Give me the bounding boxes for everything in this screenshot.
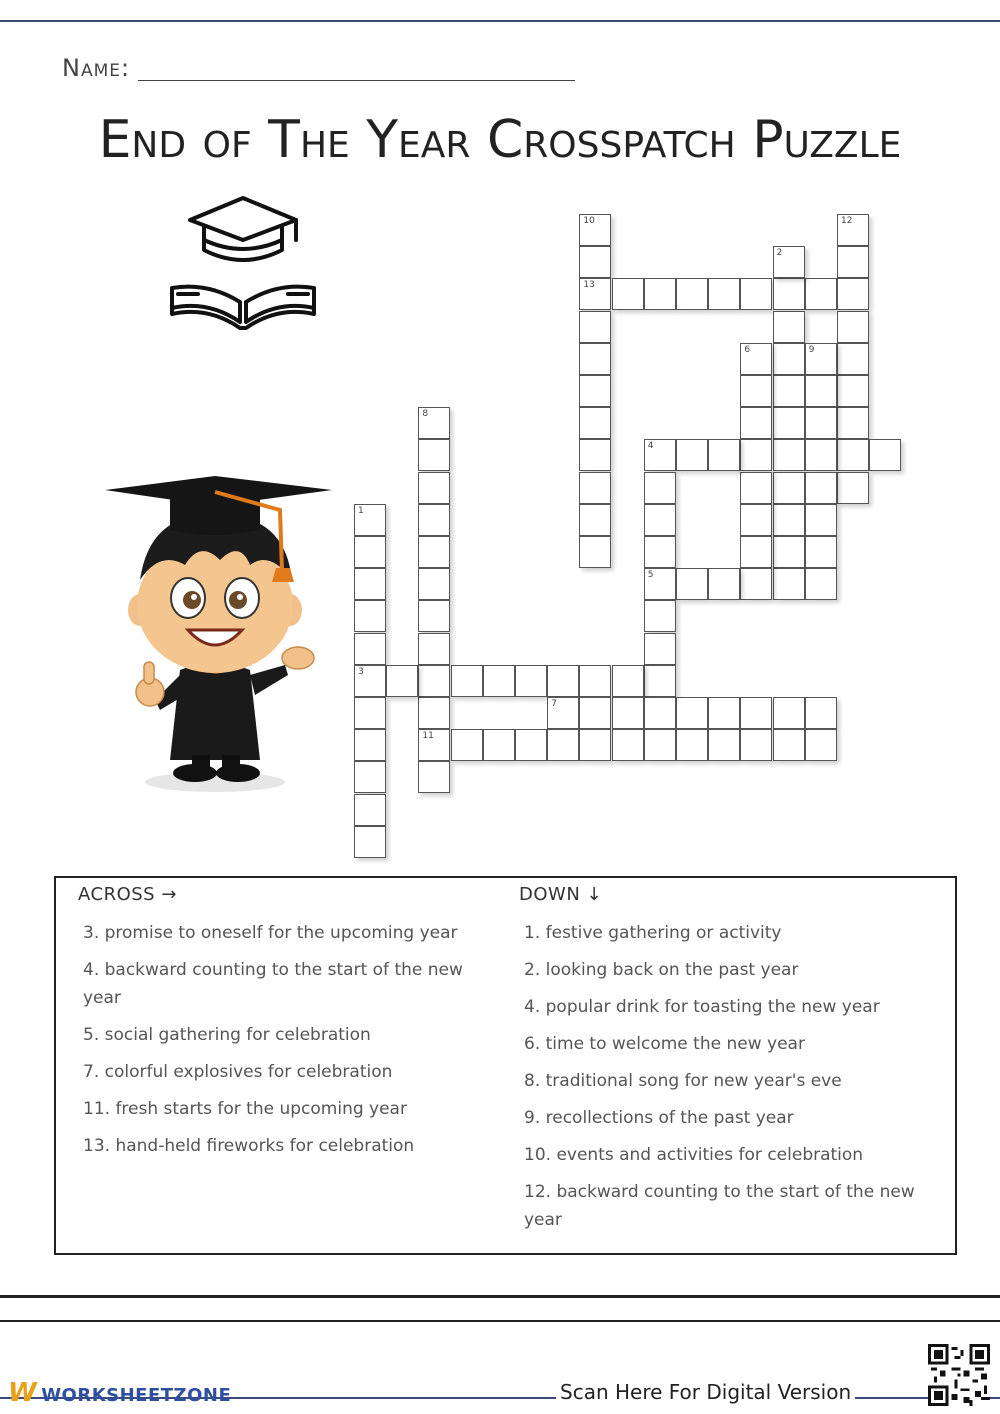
grid-cell[interactable] xyxy=(418,439,450,471)
across-clue: 11. fresh starts for the upcoming year xyxy=(83,1099,407,1119)
grid-cell[interactable] xyxy=(740,536,772,568)
grid-cell[interactable] xyxy=(837,246,869,278)
grid-cell[interactable] xyxy=(579,504,611,536)
grid-cell[interactable] xyxy=(740,729,772,761)
across-clue: 7. colorful explosives for celebration xyxy=(83,1062,393,1082)
grid-cell[interactable] xyxy=(676,439,708,471)
grid-cell[interactable] xyxy=(612,697,644,729)
grid-cell[interactable] xyxy=(579,343,611,375)
down-clue: 1. festive gathering or activity xyxy=(524,923,782,943)
down-heading: DOWN ↓ xyxy=(519,884,603,905)
down-clue: 12. backward counting to the start of the new year xyxy=(524,1182,915,1230)
grid-cell[interactable] xyxy=(354,826,386,858)
grid-cell[interactable] xyxy=(773,504,805,536)
grid-cell[interactable] xyxy=(837,311,869,343)
grid-cell[interactable] xyxy=(773,278,805,310)
grid-cell[interactable] xyxy=(579,439,611,471)
grid-cell[interactable] xyxy=(579,278,611,310)
grid-cell[interactable] xyxy=(644,439,676,471)
across-heading: ACROSS → xyxy=(78,884,177,905)
across-clue-list xyxy=(83,919,493,1169)
grid-cell[interactable] xyxy=(418,472,450,504)
grid-cell[interactable] xyxy=(418,697,450,729)
grid-cell[interactable] xyxy=(805,729,837,761)
clue-number: 3 xyxy=(358,666,364,677)
grid-cell[interactable] xyxy=(418,568,450,600)
grid-cell[interactable] xyxy=(773,536,805,568)
grid-cell[interactable] xyxy=(418,633,450,665)
grid-cell[interactable] xyxy=(354,665,386,697)
grid-cell[interactable] xyxy=(612,729,644,761)
grid-cell[interactable] xyxy=(708,278,740,310)
grid-cell[interactable] xyxy=(644,278,676,310)
grid-cell[interactable] xyxy=(483,729,515,761)
grid-cell[interactable] xyxy=(676,278,708,310)
grid-cell[interactable] xyxy=(483,665,515,697)
down-clue: 4. popular drink for toasting the new year xyxy=(524,997,880,1017)
brand-name: WORKSHEETZONE xyxy=(41,1385,232,1406)
grid-cell[interactable] xyxy=(579,246,611,278)
bottom-rule xyxy=(0,1320,1000,1322)
grid-cell[interactable] xyxy=(354,536,386,568)
bottom-rule xyxy=(0,1295,1000,1298)
grid-cell[interactable] xyxy=(547,729,579,761)
grid-cell[interactable] xyxy=(740,343,772,375)
grid-cell[interactable] xyxy=(773,407,805,439)
grid-cell[interactable] xyxy=(418,536,450,568)
down-clue: 10. events and activities for celebration xyxy=(524,1145,864,1165)
grid-cell[interactable] xyxy=(708,439,740,471)
grid-cell[interactable] xyxy=(805,343,837,375)
grid-cell[interactable] xyxy=(354,697,386,729)
grid-cell[interactable] xyxy=(451,665,483,697)
grid-cell[interactable] xyxy=(354,729,386,761)
grid-cell[interactable] xyxy=(837,278,869,310)
name-label: Name: xyxy=(62,54,131,82)
brand-mark-icon: W xyxy=(8,1378,38,1408)
grid-cell[interactable] xyxy=(708,568,740,600)
grid-cell[interactable] xyxy=(805,278,837,310)
grid-cell[interactable] xyxy=(386,665,418,697)
grid-cell[interactable] xyxy=(740,439,772,471)
clue-number: 12 xyxy=(841,216,853,226)
grid-cell[interactable] xyxy=(644,536,676,568)
grid-cell[interactable] xyxy=(805,697,837,729)
grid-cell[interactable] xyxy=(837,214,869,246)
qr-code-icon[interactable] xyxy=(928,1344,990,1406)
grid-cell[interactable] xyxy=(740,568,772,600)
across-clue: 4. backward counting to the start of the new year xyxy=(83,960,463,1008)
grid-cell[interactable] xyxy=(676,729,708,761)
across-clue: 5. social gathering for celebration xyxy=(83,1025,371,1045)
grid-cell[interactable] xyxy=(773,311,805,343)
down-clue: 9. recollections of the past year xyxy=(524,1108,794,1128)
grid-cell[interactable] xyxy=(740,472,772,504)
grid-cell[interactable] xyxy=(773,568,805,600)
grid-cell[interactable] xyxy=(579,697,611,729)
grid-cell[interactable] xyxy=(773,246,805,278)
grid-cell[interactable] xyxy=(805,439,837,471)
clue-number: 1 xyxy=(358,505,364,516)
grid-cell[interactable] xyxy=(644,472,676,504)
grid-cell[interactable] xyxy=(676,568,708,600)
grid-cell[interactable] xyxy=(837,375,869,407)
grid-cell[interactable] xyxy=(740,375,772,407)
grid-cell[interactable] xyxy=(354,504,386,536)
down-clue: 2. looking back on the past year xyxy=(524,960,799,980)
clue-number: 11 xyxy=(422,731,434,742)
grid-cell[interactable] xyxy=(708,729,740,761)
grid-cell[interactable] xyxy=(515,665,547,697)
scan-text: Scan Here For Digital Version xyxy=(556,1380,855,1404)
grid-cell[interactable] xyxy=(418,600,450,632)
grid-cell[interactable] xyxy=(418,504,450,536)
grid-cell[interactable] xyxy=(579,665,611,697)
grid-cell[interactable] xyxy=(354,600,386,632)
grid-cell[interactable] xyxy=(740,504,772,536)
grid-cell[interactable] xyxy=(354,761,386,793)
across-clue: 13. hand-held fireworks for celebration xyxy=(83,1136,415,1156)
grid-cell[interactable] xyxy=(644,665,676,697)
grid-cell[interactable] xyxy=(418,665,450,697)
grid-cell[interactable] xyxy=(579,375,611,407)
grid-cell[interactable] xyxy=(644,633,676,665)
grid-cell[interactable] xyxy=(773,697,805,729)
grid-cell[interactable] xyxy=(612,665,644,697)
grid-cell[interactable] xyxy=(773,472,805,504)
grid-cell[interactable] xyxy=(740,407,772,439)
grid-cell[interactable] xyxy=(805,375,837,407)
clue-number: 8 xyxy=(422,409,429,420)
clue-number: 13 xyxy=(583,280,595,291)
clue-number: 5 xyxy=(647,570,654,581)
grid-cell[interactable] xyxy=(805,536,837,568)
grid-cell[interactable] xyxy=(418,729,450,761)
grid-cell[interactable] xyxy=(644,729,676,761)
grid-cell[interactable] xyxy=(547,697,579,729)
grid-cell[interactable] xyxy=(644,697,676,729)
grid-cell[interactable] xyxy=(837,343,869,375)
clue-number: 10 xyxy=(583,216,595,226)
clue-number: 7 xyxy=(551,699,557,709)
grid-cell[interactable] xyxy=(354,633,386,665)
grid-cell[interactable] xyxy=(805,407,837,439)
clue-number: 4 xyxy=(647,441,654,452)
grid-cell[interactable] xyxy=(579,311,611,343)
grid-cell[interactable] xyxy=(547,665,579,697)
grid-cell[interactable] xyxy=(805,472,837,504)
grid-cell[interactable] xyxy=(837,407,869,439)
grid-cell[interactable] xyxy=(837,472,869,504)
down-clue-list xyxy=(524,919,934,1243)
grid-cell[interactable] xyxy=(837,439,869,471)
grid-cell[interactable] xyxy=(644,504,676,536)
grid-cell[interactable] xyxy=(579,472,611,504)
grid-cell[interactable] xyxy=(773,729,805,761)
grid-cell[interactable] xyxy=(515,729,547,761)
clue-number: 2 xyxy=(776,248,783,259)
clue-number: 9 xyxy=(808,344,815,355)
grid-cell[interactable] xyxy=(612,278,644,310)
grid-cell[interactable] xyxy=(579,214,611,246)
grid-cell[interactable] xyxy=(773,439,805,471)
down-clue: 8. traditional song for new year's eve xyxy=(524,1071,842,1091)
grid-cell[interactable] xyxy=(740,278,772,310)
down-clue: 6. time to welcome the new year xyxy=(524,1034,805,1054)
clue-number: 6 xyxy=(744,344,751,355)
grid-cell[interactable] xyxy=(740,697,772,729)
page-title: End of The Year Crosspatch Puzzle xyxy=(98,110,902,170)
grid-cell[interactable] xyxy=(354,794,386,826)
grid-cell[interactable] xyxy=(579,407,611,439)
grid-cell[interactable] xyxy=(708,697,740,729)
grid-cell[interactable] xyxy=(644,568,676,600)
brand-logo[interactable] xyxy=(8,1378,231,1408)
grid-cell[interactable] xyxy=(451,729,483,761)
grid-cell[interactable] xyxy=(579,536,611,568)
grid-cell[interactable] xyxy=(579,729,611,761)
grid-cell[interactable] xyxy=(418,407,450,439)
grid-cell[interactable] xyxy=(805,568,837,600)
grid-cell[interactable] xyxy=(773,375,805,407)
grid-cell[interactable] xyxy=(805,504,837,536)
grid-cell[interactable] xyxy=(676,697,708,729)
grid-cell[interactable] xyxy=(354,568,386,600)
grid-cell[interactable] xyxy=(869,439,901,471)
grid-cell[interactable] xyxy=(773,343,805,375)
grid-cell[interactable] xyxy=(418,761,450,793)
across-clue: 3. promise to oneself for the upcoming year xyxy=(83,923,458,943)
grid-cell[interactable] xyxy=(644,600,676,632)
